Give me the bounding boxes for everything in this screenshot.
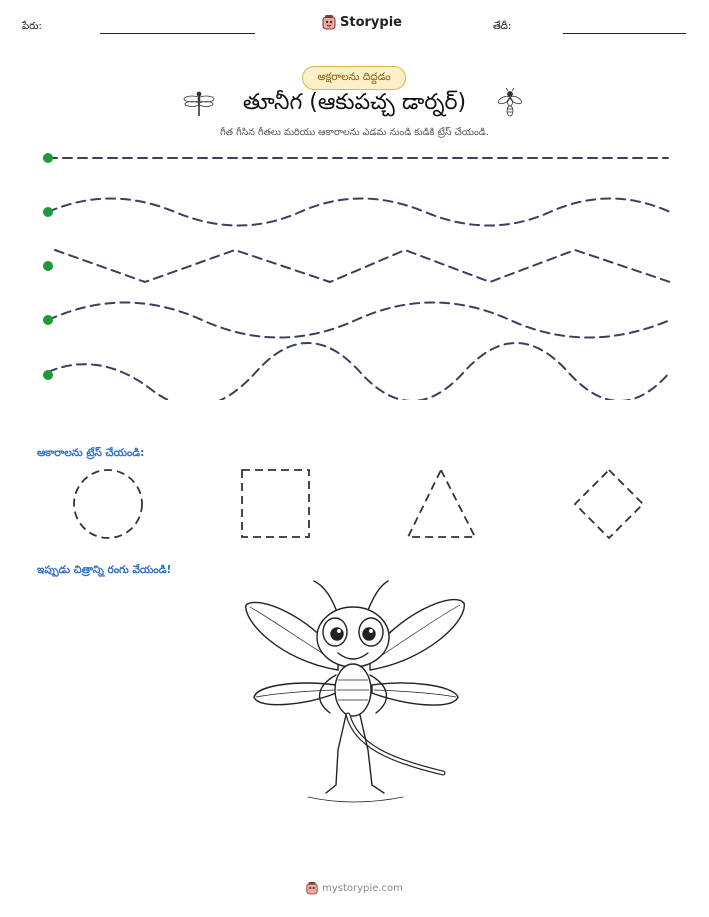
name-line[interactable] — [100, 33, 255, 34]
page-title: తూనీగ (ఆకుపచ్చ డార్నర్) — [242, 90, 467, 115]
trace-square[interactable] — [242, 470, 309, 537]
coloring-section-label: ఇప్పుడు చిత్రాన్ని రంగు వేయండి! — [37, 564, 172, 576]
footer — [0, 881, 709, 895]
trace-line-wave-1[interactable] — [48, 199, 670, 226]
date-label: తేదీ: — [493, 21, 512, 32]
wasp-icon — [497, 88, 523, 118]
tracing-badge: అక్షరాలను దిద్దడం — [302, 66, 406, 90]
start-dot-5 — [43, 370, 53, 380]
shape-tracing-row — [0, 462, 709, 546]
trace-circle[interactable] — [74, 470, 142, 538]
start-dot-2 — [43, 207, 53, 217]
name-label: పేరు: — [22, 21, 42, 32]
trace-triangle[interactable] — [408, 470, 475, 537]
footer-site-link[interactable]: mystorypie.com — [322, 882, 403, 894]
brand-name: Storypie — [340, 14, 402, 30]
start-dot-1 — [43, 153, 53, 163]
trace-line-wave-2[interactable] — [48, 303, 670, 338]
shapes-section-label: ఆకారాలను ట్రేస్ చేయండి: — [37, 447, 145, 459]
date-line[interactable] — [563, 33, 686, 34]
tracing-lines — [0, 140, 709, 400]
brand-logo — [322, 12, 402, 32]
storypie-mascot-icon — [322, 14, 336, 30]
page-instructions: గీత గీసిన గీతలు మరియు ఆకారాలను ఎడమ నుండి కుడికి ట్రేస్ చేయండి. — [220, 127, 489, 138]
dragonfly-coloring-image[interactable] — [238, 575, 470, 810]
start-dot-3 — [43, 261, 53, 271]
trace-line-zigzag[interactable] — [55, 250, 670, 282]
trace-diamond[interactable] — [575, 470, 643, 538]
trace-line-wave-3[interactable] — [48, 343, 670, 400]
storypie-mascot-icon — [306, 881, 318, 895]
start-dot-4 — [43, 315, 53, 325]
